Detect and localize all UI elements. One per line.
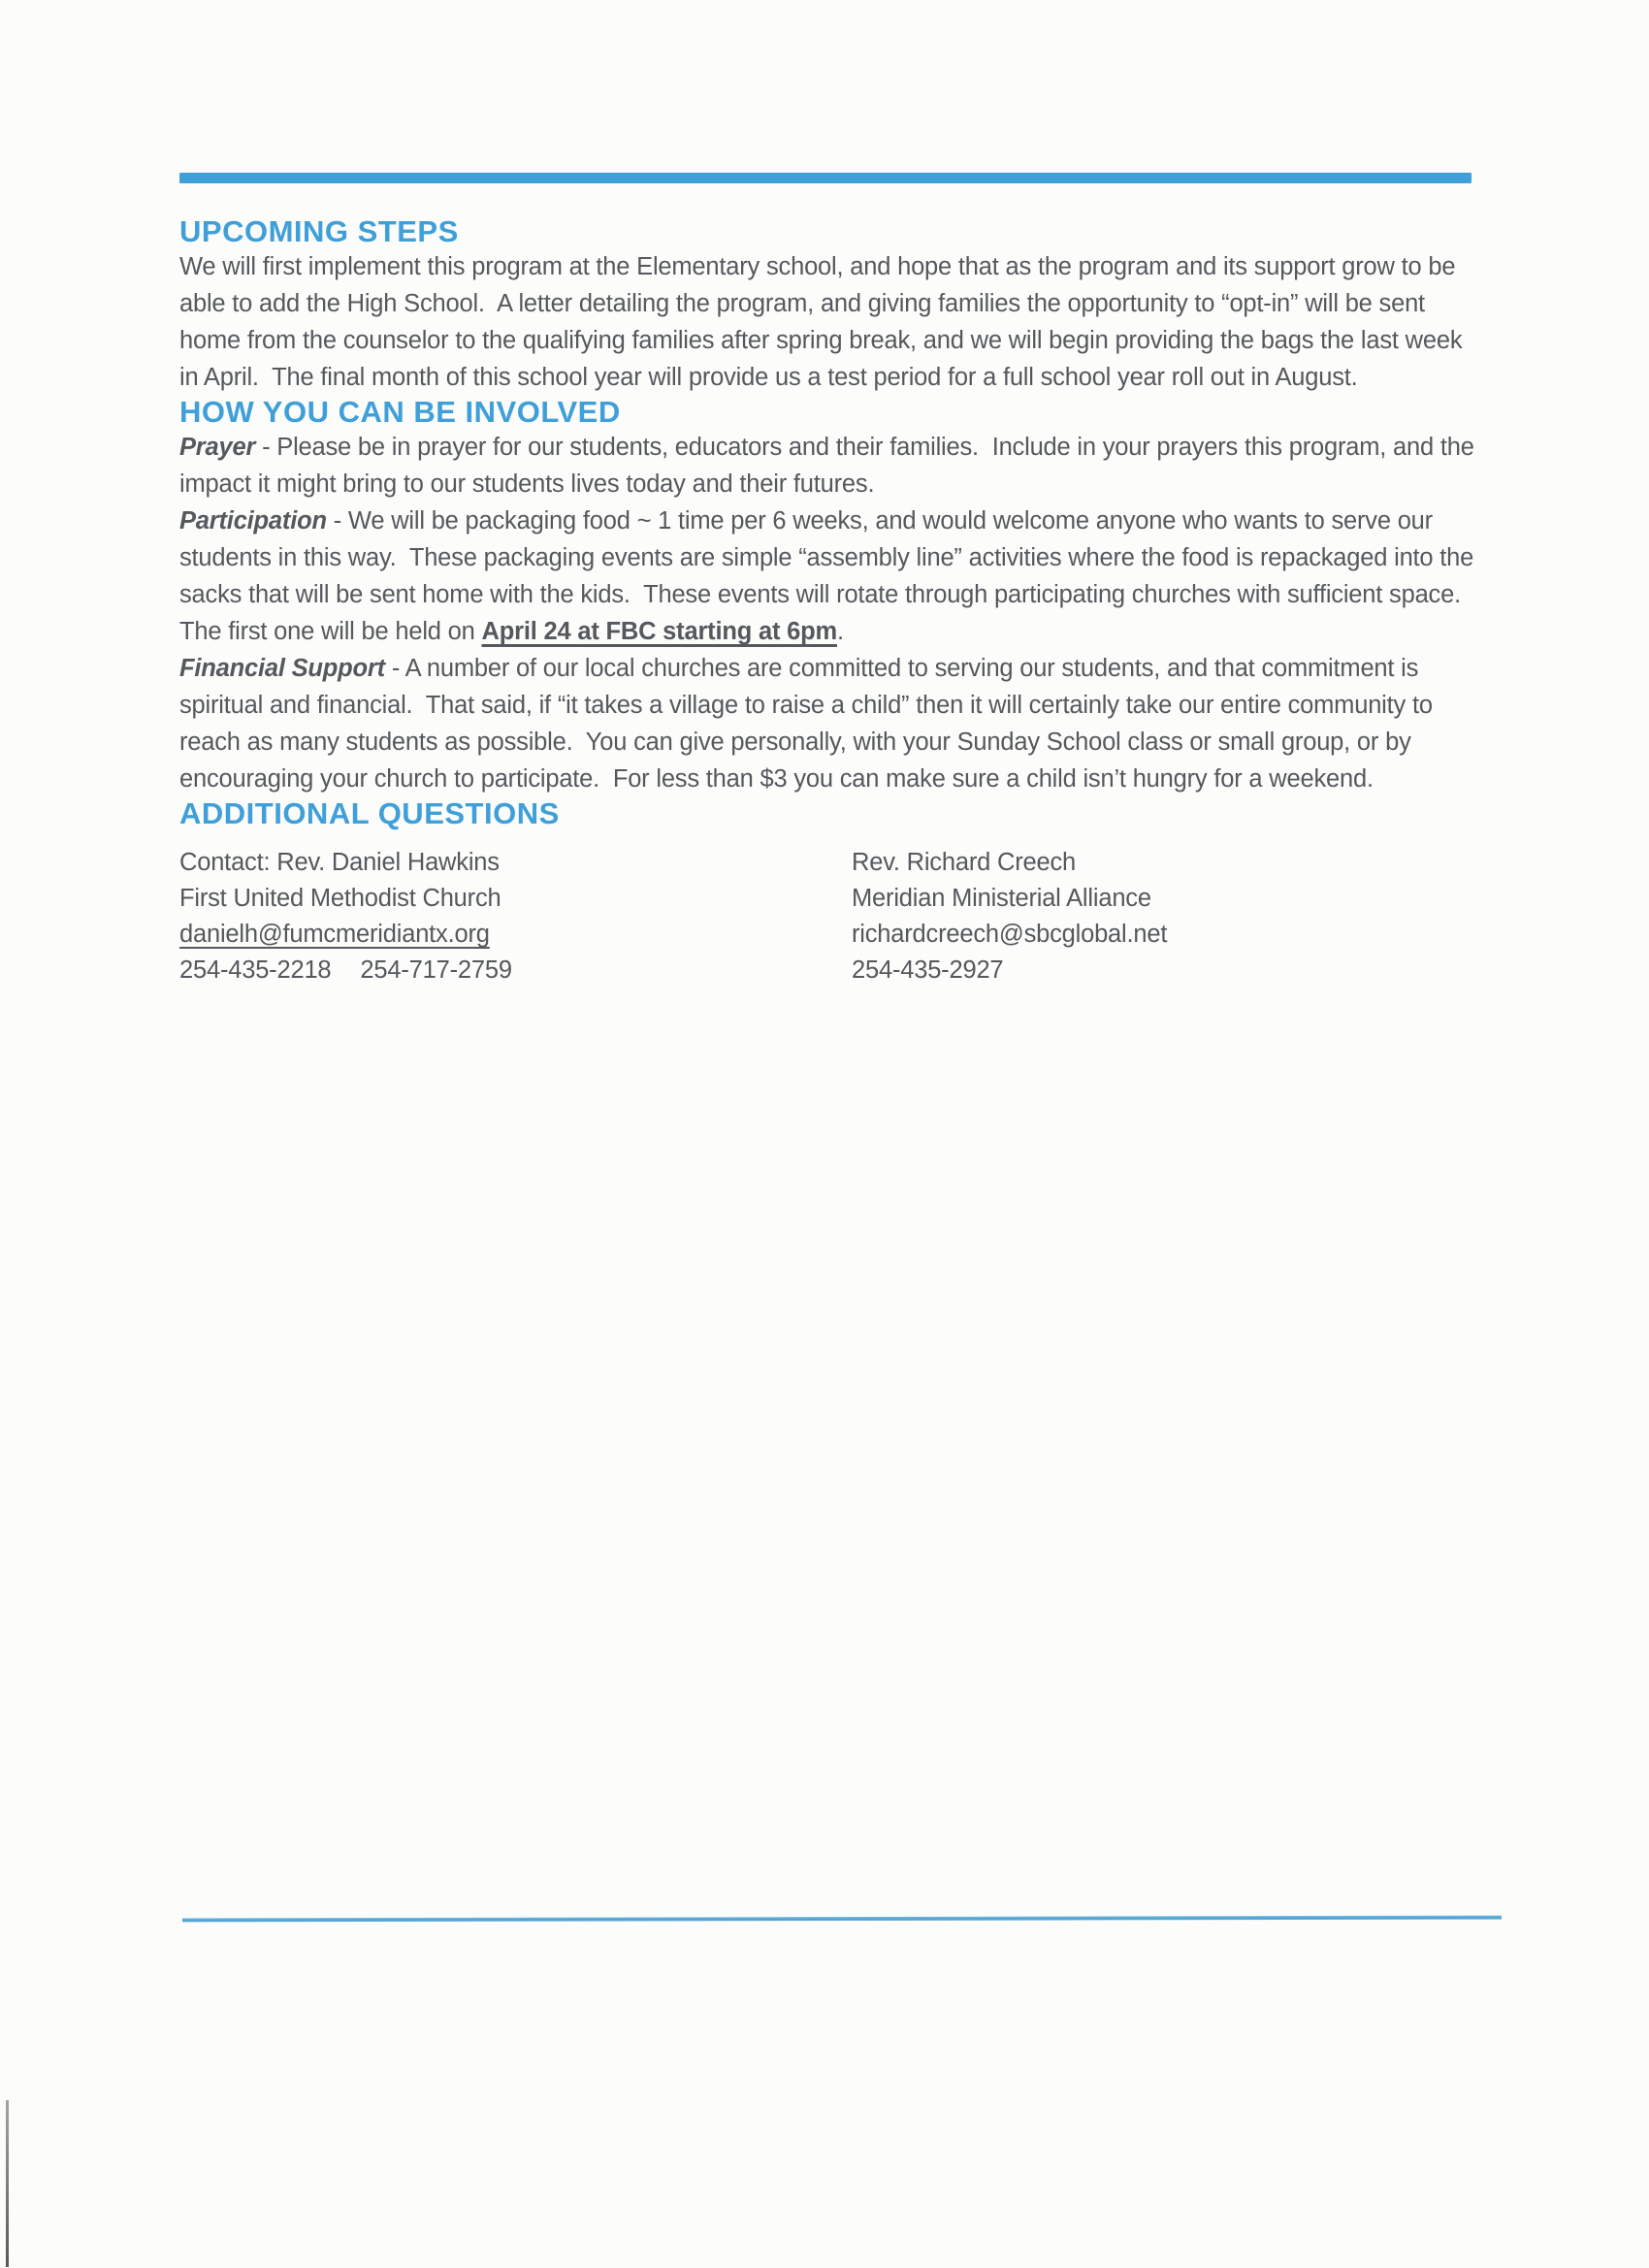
heading-additional-questions: ADDITIONAL QUESTIONS [179, 796, 560, 830]
participation-lead-label: Participation [179, 507, 327, 535]
contact-organization: Meridian Ministerial Alliance [852, 885, 1151, 912]
contact-card-daniel-hawkins [179, 845, 852, 988]
participation-text-end: . [836, 618, 844, 645]
contact-phone-secondary: 254-717-2759 [360, 956, 512, 984]
contact-organization: First United Methodist Church [179, 885, 501, 912]
contact-columns [179, 845, 1474, 988]
contact-phones [179, 953, 852, 988]
contact-name: Contact: Rev. Daniel Hawkins [179, 849, 500, 876]
paragraph-financial-support [179, 650, 1474, 797]
document-content [179, 214, 1481, 988]
contact-phone-primary: 254-435-2927 [852, 956, 1004, 984]
paragraph-participation [179, 502, 1481, 650]
contact-email: danielh@fumcmeridiantx.org [179, 921, 490, 948]
prayer-lead-label: Prayer [179, 434, 256, 461]
financial-text: - A number of our local churches are committed to serving our students, and that commitment is spiritual and financial. That said, if “it takes a village to raise a child” then it will certainly take our entire community to reach as many students as possible. You can give personally, with your Sunday School class or small group, or by encouraging your church to participate. For less than $3 you can make sure a child isn’t hungry for a weekend. [179, 655, 1439, 793]
contact-name: Rev. Richard Creech [852, 849, 1076, 876]
contact-email: richardcreech@sbcglobal.net [852, 921, 1168, 948]
prayer-text: - Please be in prayer for our students, educators and their families. Include in your prayers this program, and the impact it might bring to our students lives today and their futures. [179, 434, 1481, 498]
scan-edge-artifact [6, 2100, 9, 2267]
paragraph-prayer [179, 429, 1481, 502]
heading-upcoming-steps: UPCOMING STEPS [179, 214, 459, 248]
participation-text: - We will be packaging food ~ 1 time per 6 weeks, and would welcome anyone who wants to serve our students in this way. These packaging events are simple “assembly line” activities where the food is repackaged into the sacks that will be sent home with the kids. These events will rotate through participating churches with sufficient space. The first one will be held on [179, 507, 1481, 645]
bottom-divider-line [182, 1916, 1502, 1923]
paragraph-upcoming-steps: We will first implement this program at the Elementary school, and hope that as the program and its support grow to be able to add the High School. A letter detailing the program, and giving families the opportunity to “opt-in” will be sent home from the counselor to the qualifying families after spring break, and we will begin providing the bags the last week in April. The final month of this school year will provide us a test period for a full school year roll out in August. [179, 253, 1470, 391]
top-accent-bar [179, 173, 1471, 183]
event-date-highlight: April 24 at FBC starting at 6pm [481, 618, 837, 645]
financial-lead-label: Financial Support [179, 655, 385, 682]
contact-phone-primary: 254-435-2218 [179, 956, 332, 984]
heading-how-involved: HOW YOU CAN BE INVOLVED [179, 395, 621, 429]
contact-card-richard-creech [852, 845, 1167, 988]
